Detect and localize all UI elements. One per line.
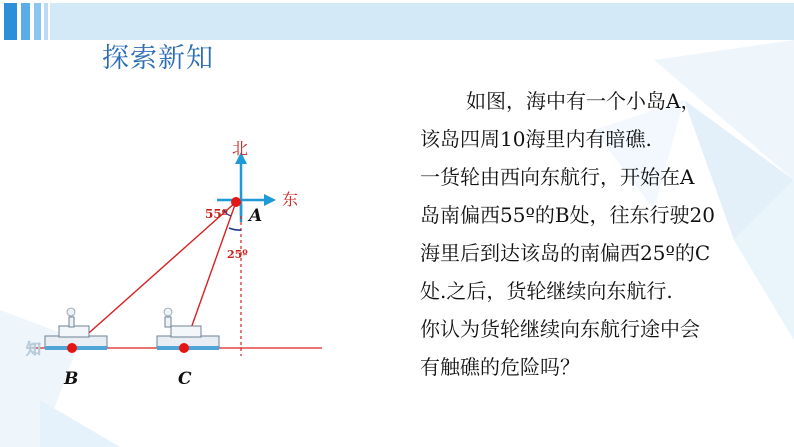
problem-text (420, 82, 780, 386)
header-block (4, 3, 17, 40)
problem-line: 有触礁的危险吗？ (420, 355, 580, 379)
ship-b (45, 308, 107, 350)
header-band (50, 3, 794, 40)
point-a-label: A (249, 206, 263, 226)
header-block (44, 3, 48, 40)
angle-55-label: 55º (205, 207, 228, 221)
north-label: 北 (232, 139, 249, 158)
header-block (21, 3, 30, 40)
point-b-dot (67, 343, 77, 353)
angle-25-label: 25º (227, 248, 248, 261)
point-c-dot (179, 343, 189, 353)
point-a-dot (231, 197, 241, 207)
angle-arc-25 (229, 228, 241, 230)
ship-c (157, 308, 219, 350)
line-ab (72, 202, 236, 348)
geometry-diagram (0, 130, 420, 430)
problem-line: 如图，海中有一个小岛A， (466, 89, 701, 113)
point-b-label: B (64, 369, 79, 389)
header-block (34, 3, 41, 40)
east-label: 东 (282, 190, 299, 209)
problem-line: 海里后到达该岛的南偏西25º的C (420, 241, 711, 265)
watermark-text: 知 (26, 340, 42, 358)
problem-line: 你认为货轮继续向东航行途中会 (420, 317, 700, 341)
problem-line: 一货轮由西向东航行，开始在A (420, 165, 695, 189)
problem-line: 处.之后，货轮继续向东航行. (420, 279, 673, 303)
problem-line: 岛南偏西55º的B处，往东行驶20 (420, 203, 715, 227)
east-arrowhead (264, 194, 276, 206)
section-title: 探索新知 (102, 43, 214, 74)
point-c-label: C (178, 369, 192, 389)
problem-line: 该岛四周10海里内有暗礁. (420, 127, 652, 151)
